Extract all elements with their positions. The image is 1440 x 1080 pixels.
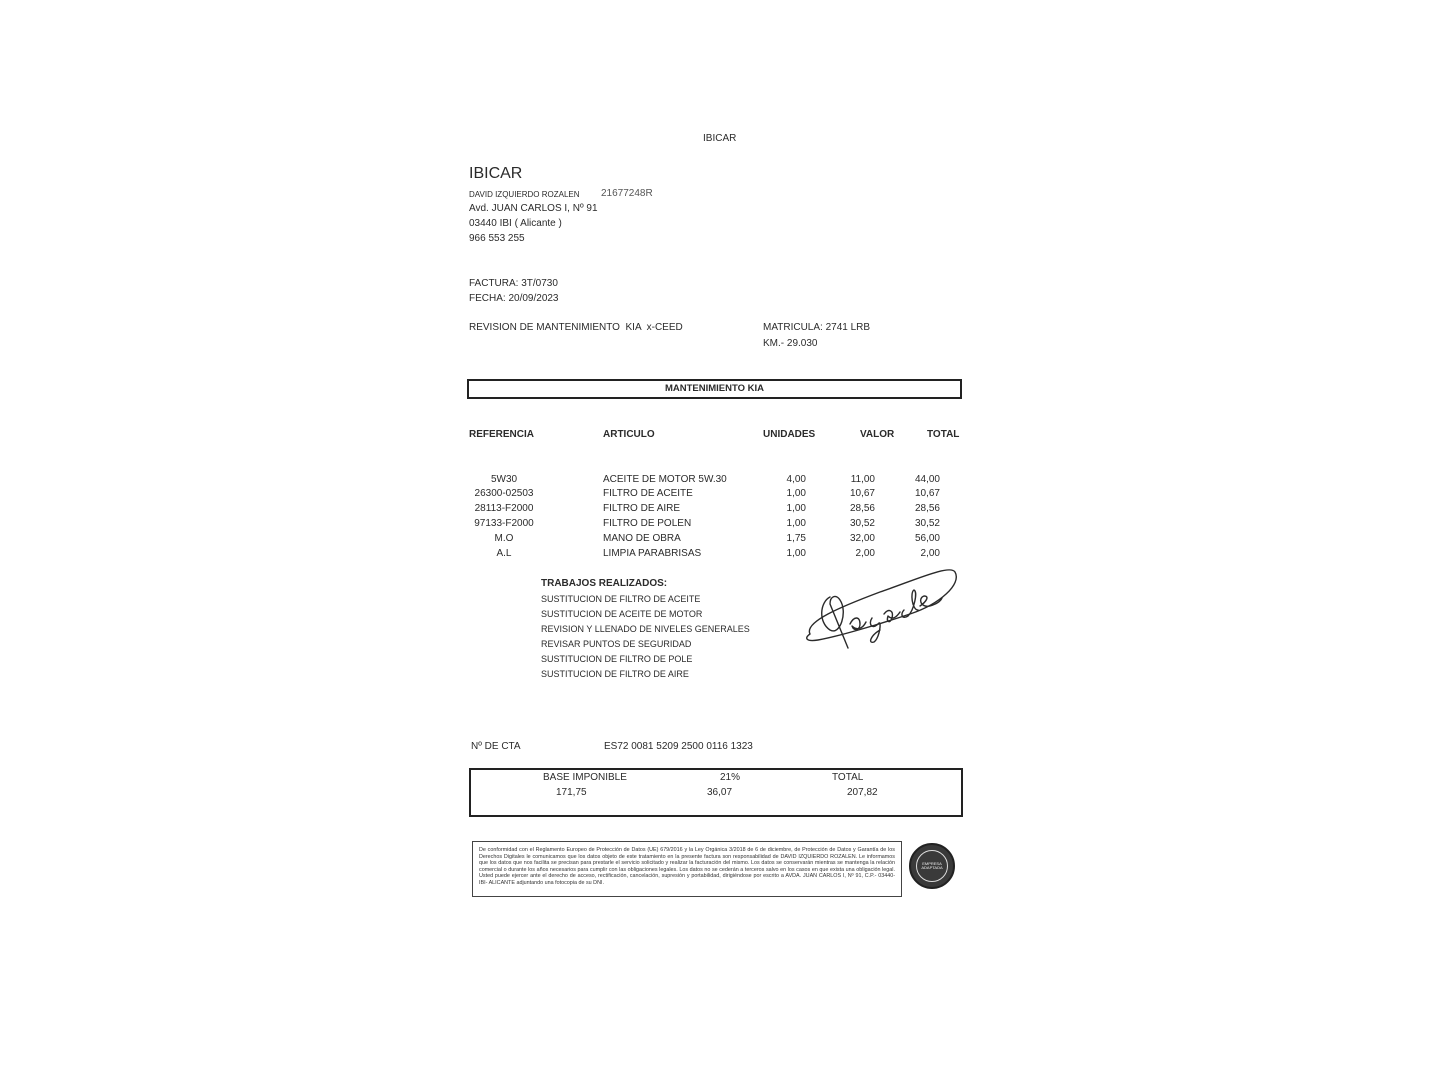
company-nif: 21677248R (601, 188, 653, 199)
vehicle-km: KM.- 29.030 (763, 338, 818, 349)
cell-total: 2,00 (920, 548, 940, 559)
cell-units: 1,00 (786, 548, 806, 559)
company-phone: 966 553 255 (469, 233, 525, 244)
account-label: Nº DE CTA (471, 741, 521, 752)
privacy-notice: De conformidad con el Reglamento Europeo de Protección de Datos (UE) 679/2016 y la Ley Orgánica 3/2018 de 6 de diciembre, de Protección de Datos y Garantía de los Derechos Digitales le comunicamos que los datos objeto de este tratamiento en la presente factura son responsabilidad de DAVID IZQUIERDO ROZALEN. Le informamos que los datos que nos facilita se precisan para prestarle el servicio solicitado y realizar la facturación del mismo. Los datos se conservarán mientras se mantenga la relación comercial o durante los años necesarios para cumplir con las obligaciones legales. Los datos no se cederán a terceros salvo en los casos en que exista una obligación legal. Usted puede ejercer ante el derecho de acceso, rectificación, cancelación, supresión y portabilidad, dirigiéndose por escrito a AVDA. JUAN CARLOS I, Nº 91, C.P.- 03440- IBI- ALICANTE adjuntando una fotocopia de su DNI. (472, 841, 902, 897)
company-owner: DAVID IZQUIERDO ROZALEN (469, 190, 580, 199)
cell-value: 10,67 (849, 488, 875, 499)
cell-article: MANO DE OBRA (603, 533, 681, 544)
vehicle-plate: MATRICULA: 2741 LRB (763, 322, 871, 333)
invoice-number: FACTURA: 3T/0730 (469, 278, 558, 289)
cell-value: 28,56 (849, 503, 875, 514)
vat-label: 21% (720, 772, 741, 783)
work-item: SUSTITUCION DE FILTRO DE ACEITE (541, 594, 701, 604)
work-item: REVISION Y LLENADO DE NIVELES GENERALES (541, 624, 750, 634)
cell-article: FILTRO DE AIRE (603, 503, 681, 514)
total-label: TOTAL (832, 772, 864, 783)
col-header-total: TOTAL (927, 429, 960, 440)
col-header-units: UNIDADES (763, 429, 816, 440)
invoice-description: REVISION DE MANTENIMIENTO KIA x-CEED (469, 322, 683, 333)
col-header-ref: REFERENCIA (469, 429, 535, 440)
cell-ref: 97133-F2000 (474, 518, 534, 529)
cell-total: 30,52 (914, 518, 940, 529)
compliance-seal-icon (909, 843, 955, 889)
cell-article: ACEITE DE MOTOR 5W.30 (603, 474, 727, 485)
cell-units: 1,00 (786, 503, 806, 514)
cell-ref: A.L (496, 548, 512, 559)
account-iban: ES72 0081 5209 2500 0116 1323 (604, 741, 753, 752)
vat-value: 36,07 (707, 787, 733, 798)
work-item: SUSTITUCION DE FILTRO DE AIRE (541, 669, 689, 679)
paid-signature-stamp (800, 552, 965, 657)
cell-value: 32,00 (849, 533, 875, 544)
header-title: IBICAR (703, 133, 737, 144)
cell-total: 10,67 (914, 488, 940, 499)
work-title: TRABAJOS REALIZADOS: (541, 578, 668, 589)
cell-value: 11,00 (850, 474, 875, 485)
col-header-value: VALOR (860, 429, 895, 440)
seal-text-2: ADAPTADA (921, 865, 943, 870)
cell-total: 56,00 (914, 533, 940, 544)
total-value: 207,82 (847, 787, 878, 798)
cell-units: 1,75 (786, 533, 806, 544)
cell-units: 4,00 (786, 474, 806, 485)
cell-ref: 26300-02503 (474, 488, 534, 499)
section-title: MANTENIMIENTO KIA (467, 379, 962, 399)
cell-ref: M.O (494, 533, 514, 544)
cell-article: FILTRO DE POLEN (603, 518, 692, 529)
company-city: 03440 IBI ( Alicante ) (469, 218, 562, 229)
cell-article: FILTRO DE ACEITE (603, 488, 693, 499)
cell-ref: 28113-F2000 (474, 503, 534, 514)
work-item: REVISAR PUNTOS DE SEGURIDAD (541, 639, 692, 649)
base-value: 171,75 (556, 787, 587, 798)
cell-value: 2,00 (855, 548, 875, 559)
cell-total: 44,00 (914, 474, 940, 485)
company-address: Avd. JUAN CARLOS I, Nº 91 (469, 203, 598, 214)
company-name: IBICAR (469, 165, 523, 182)
cell-ref: 5W30 (490, 474, 518, 485)
seal-inner (916, 850, 948, 882)
work-item: SUSTITUCION DE ACEITE DE MOTOR (541, 609, 703, 619)
work-item: SUSTITUCION DE FILTRO DE POLE (541, 654, 693, 664)
cell-article: LIMPIA PARABRISAS (603, 548, 702, 559)
invoice-date: FECHA: 20/09/2023 (469, 293, 559, 304)
cell-total: 28,56 (914, 503, 940, 514)
base-label: BASE IMPONIBLE (543, 772, 627, 783)
cell-value: 30,52 (849, 518, 875, 529)
seal-text-1: EMPRESA (922, 860, 942, 866)
cell-units: 1,00 (786, 518, 806, 529)
col-header-article: ARTICULO (603, 429, 655, 440)
cell-units: 1,00 (786, 488, 806, 499)
